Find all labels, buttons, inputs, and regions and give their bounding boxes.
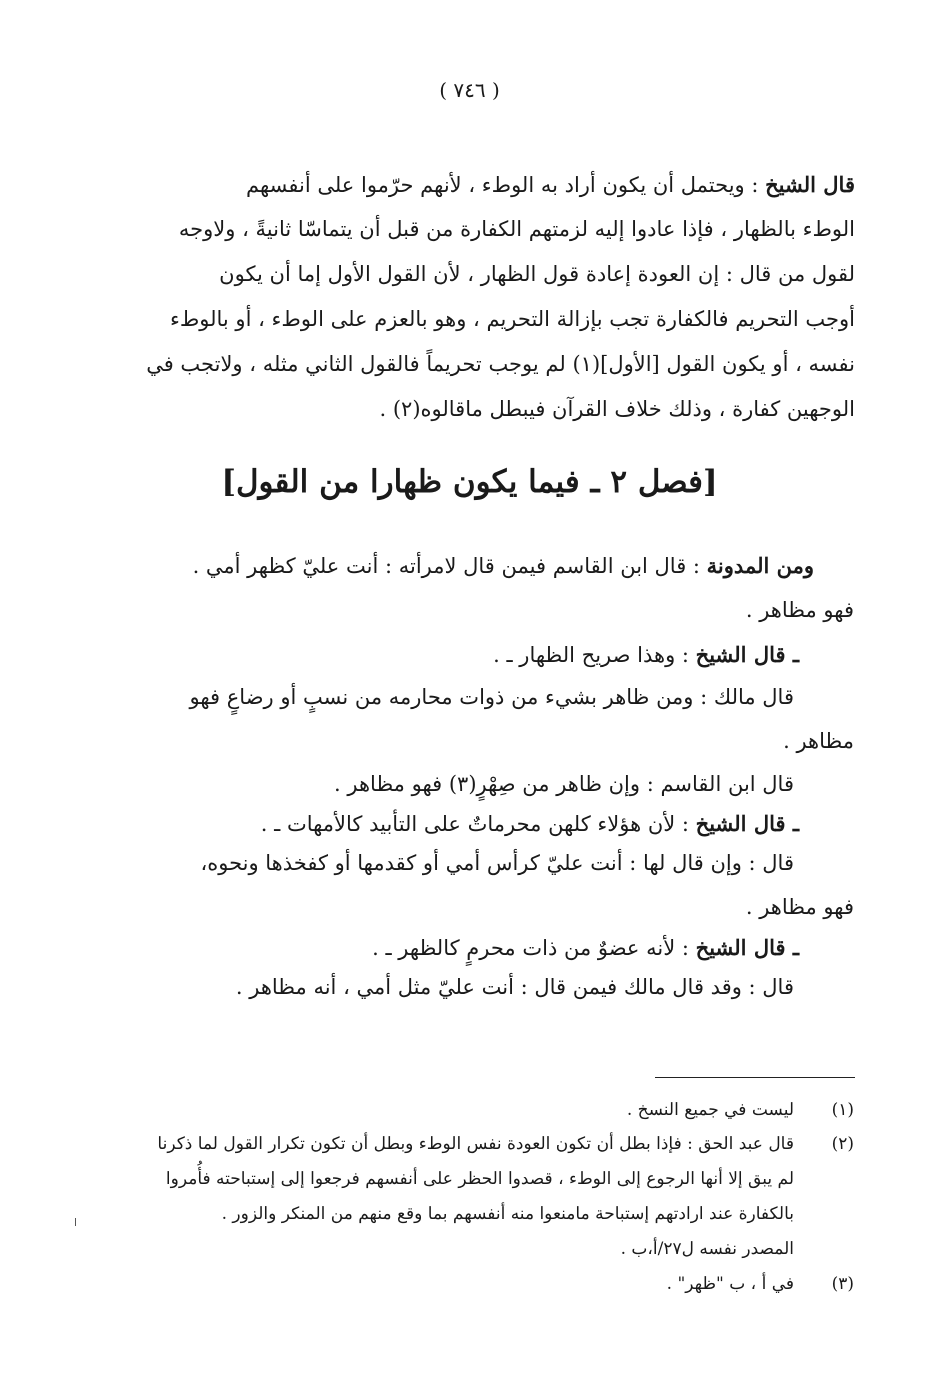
body-line [190, 685, 794, 709]
footnote-line: المصدر نفسه ل٢٧/أ،ب . [620, 1239, 794, 1259]
body-line-text: : قال ابن القاسم فيمن قال لامرأته : أنت عليّ كظهر أمي . [192, 554, 707, 578]
body-line [261, 811, 799, 836]
body-line [372, 935, 799, 960]
page-number: ( ٧٤٦ ) [439, 78, 500, 102]
intro-line: الوجهين كفارة ، وذلك خلاف القرآن فيبطل ماقالوه(٢) . [379, 397, 855, 421]
body-line [334, 772, 794, 796]
body-line [746, 895, 854, 919]
body-line-text: قال ابن القاسم : وإن ظاهر من صِهْرٍ(٣) فهو مظاهر . [334, 772, 794, 796]
body-line [783, 729, 854, 753]
body-line-text: فهو مظاهر . [745, 598, 854, 622]
body-line-bold: ومن المدونة [706, 553, 814, 578]
margin-mark [75, 1218, 76, 1226]
footnote-number: (١) [831, 1100, 854, 1120]
body-line-bold: ـ قال الشيخ [695, 935, 799, 960]
intro-line: أوجب التحريم فالكفارة تجب بإزالة التحريم ، وهو بالعزم على الوطء ، أو بالوطء [169, 307, 855, 331]
body-line-text: : وهذا صريح الظهار ـ . [493, 643, 696, 667]
footnote-line: قال عبد الحق : فإذا بطل أن تكون العودة نفس الوطء وبطل أن تكون تكرار القول لما ذكرنا [157, 1134, 794, 1154]
footnote-line: ليست في جميع النسخ . [626, 1100, 794, 1120]
footnote-line: في أ ، ب "ظهر" . [666, 1274, 794, 1294]
body-line-text: : لأن هؤلاء كلهن محرماتٌ على التأبيد كالأمهات ـ . [260, 812, 696, 836]
footnote-line: لم يبق إلا أنها الرجوع إلى الوطء ، قصدوا الحظر على أنفسهم فرجعوا إلى إستباحته فأُمروا [165, 1169, 794, 1189]
intro-line-text: : ويحتمل أن يكون أراد به الوطء ، لأنهم حرّموا على أنفسهم [245, 173, 766, 197]
body-line-bold: ـ قال الشيخ [695, 642, 799, 667]
body-line [193, 553, 814, 578]
speaker-label: قال الشيخ [765, 172, 855, 197]
footnote-number: (٢) [831, 1134, 854, 1154]
body-line [746, 598, 854, 622]
footnote-number: (٣) [831, 1274, 854, 1294]
footnote-line: بالكفارة عند ارادتهم إستباحة مامنعوا منه أنفسهم بما وقع منهم من المنكر والزور . [221, 1204, 794, 1224]
intro-paragraph [140, 172, 855, 421]
section-heading: [فصل ٢ ـ فيما يكون ظهارا من القول] [221, 464, 718, 500]
intro-line: الوطء بالظهار ، فإذا عادوا إليه لزمتهم الكفارة من قبل أن يتماسّا ثانيةً ، ولاوجه [178, 217, 855, 241]
intro-line: نفسه ، أو يكون القول [الأول](١) لم يوجب تحريماً فالقول الثاني مثله ، ولاتجب في [146, 352, 855, 376]
body-line-text: : لأنه عضوٌ من ذات محرمٍ كالظهر ـ . [372, 936, 696, 960]
body-line-text: مظاهر . [783, 729, 854, 753]
body-line-text: قال مالك : ومن ظاهر بشيء من ذوات محارمه من نسبٍ أو رضاعٍ فهو [189, 685, 794, 709]
footnote-separator [655, 1077, 855, 1078]
body-line [200, 851, 794, 875]
intro-line: لقول من قال : إن العودة إعادة قول الظهار ، لأن القول الأول إما أن يكون [219, 262, 855, 286]
body-line [493, 642, 799, 667]
body-line-text: فهو مظاهر . [745, 895, 854, 919]
body-line-text: قال : وإن قال لها : أنت عليّ كرأس أمي أو كقدمها أو كفخذها ونحوه، [200, 851, 794, 875]
body-line [236, 975, 794, 999]
body-line-bold: ـ قال الشيخ [695, 811, 799, 836]
intro-line [246, 172, 855, 197]
body-line-text: قال : وقد قال مالك فيمن قال : أنت عليّ مثل أمي ، أنه مظاهر . [235, 975, 794, 999]
